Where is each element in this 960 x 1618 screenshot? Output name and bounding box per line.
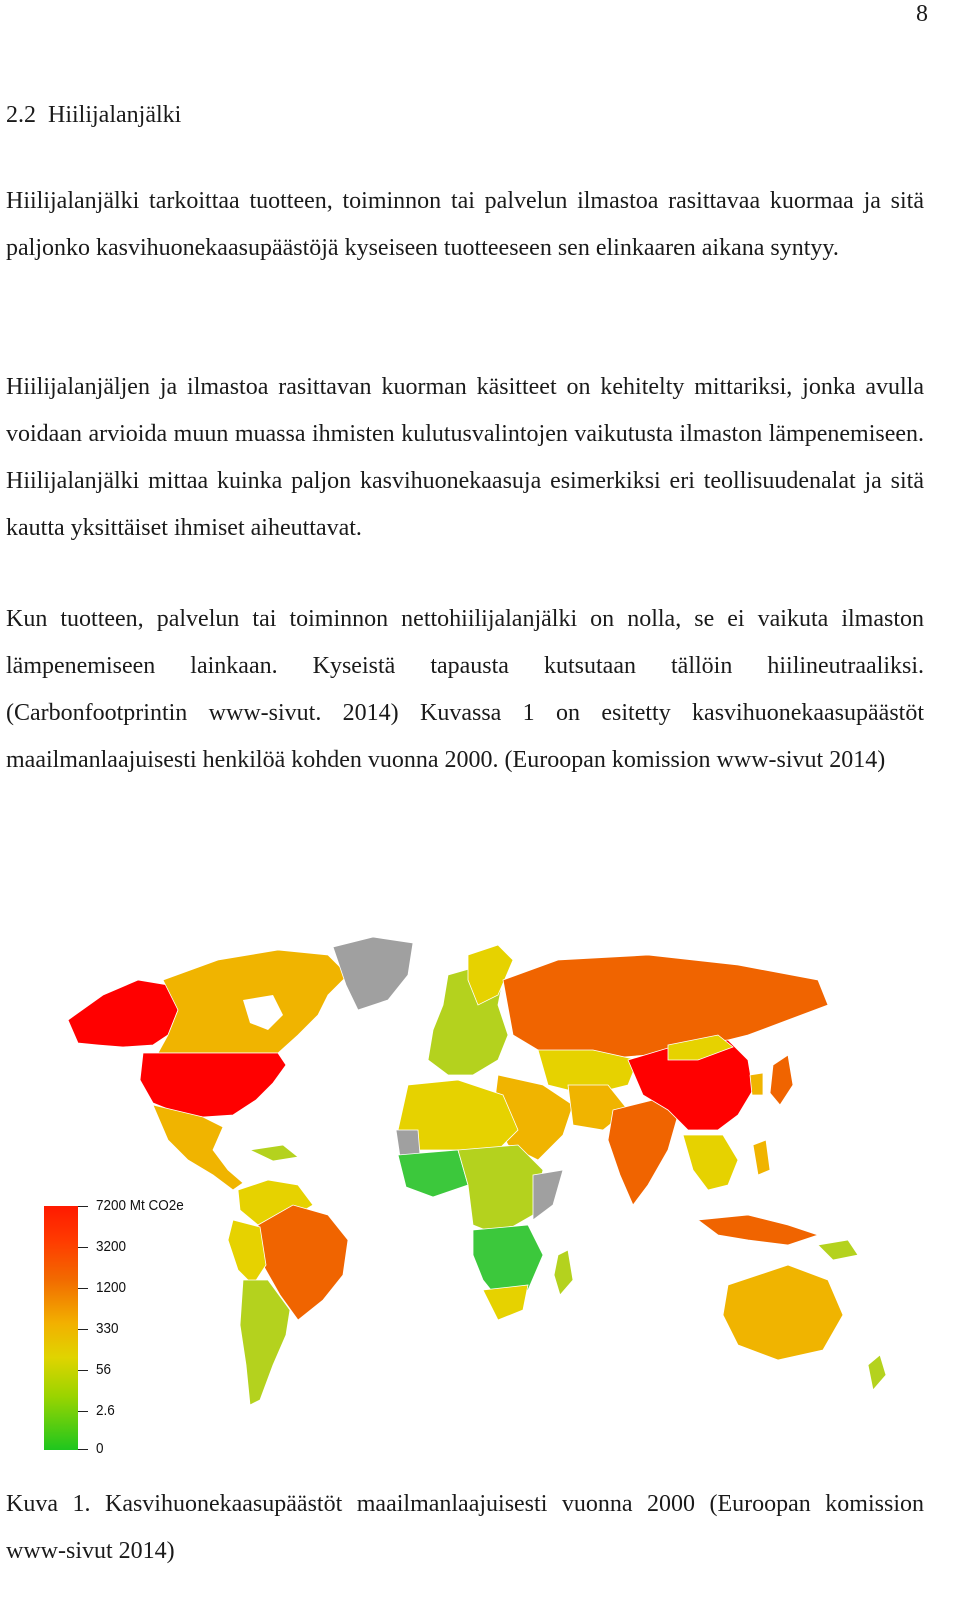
figure-caption: Kuva 1. Kasvihuonekaasupäästöt maailmanlaajuisesti vuonna 2000 (Euroopan komission www-sivut 2014): [6, 1491, 924, 1564]
region-west-africa: [398, 1150, 468, 1197]
section-title: Hiilijalanjälki: [48, 102, 182, 128]
paragraph-measurement: Hiilijalanjäljen ja ilmastoa rasittavan kuorman käsitteet on kehitelty mittariksi, jonka avulla voidaan arvioida muun muassa ihmisten kulutusvalintojen vaikutusta ilmaston lämpenemiseen. Hiilijalanjälki mittaa kuinka paljon kasvihuonekaasuja esimerkiksi eri teollisuudenalat ja sitä kautta yksittäiset ihmiset aiheuttavat.: [6, 374, 924, 541]
region-caribbean: [250, 1145, 298, 1161]
region-western-sahara: [396, 1130, 420, 1157]
region-south-africa: [483, 1285, 528, 1320]
region-mexico: [153, 1105, 243, 1190]
section-number: 2.2: [6, 102, 36, 128]
region-japan: [770, 1055, 793, 1105]
region-korea: [750, 1073, 763, 1095]
region-india: [608, 1100, 678, 1205]
legend-tick: [78, 1206, 88, 1207]
legend-tick: [78, 1370, 88, 1371]
legend-label: 2.6: [96, 1402, 115, 1419]
region-peru: [228, 1220, 266, 1285]
region-russia: [503, 955, 828, 1060]
legend-label: 1200: [96, 1279, 127, 1296]
legend-tick: [78, 1449, 88, 1450]
region-new-zealand: [868, 1355, 886, 1390]
region-southeast-asia: [683, 1135, 738, 1190]
legend-tick: [78, 1247, 88, 1248]
emissions-legend: [44, 1198, 214, 1463]
legend-label-min: 0: [96, 1440, 104, 1457]
legend-tick: [78, 1411, 88, 1412]
section-heading: [6, 100, 181, 130]
region-indonesia: [698, 1215, 818, 1245]
region-png: [818, 1240, 858, 1260]
region-philippines: [753, 1140, 770, 1175]
legend-label: 3200: [96, 1238, 127, 1255]
paragraph-definition: Hiilijalanjälki tarkoittaa tuotteen, toiminnon tai palvelun ilmastoa rasittavaa kuormaa ja sitä paljonko kasvihuonekaasupäästöjä kyseiseen tuotteeseen sen elinkaaren aikana syntyy.: [6, 188, 924, 261]
legend-label: 330: [96, 1320, 119, 1337]
region-australia: [723, 1265, 843, 1360]
region-central-africa: [458, 1145, 543, 1235]
legend-label-max: 7200 Mt CO2e: [96, 1197, 184, 1214]
legend-tick: [78, 1329, 88, 1330]
region-greenland: [333, 937, 413, 1010]
region-alaska: [68, 980, 178, 1047]
page-number: 8: [916, 1, 928, 27]
legend-label: 56: [96, 1361, 112, 1378]
paragraph-carbon-neutral: Kun tuotteen, palvelun tai toiminnon nettohiilijalanjälki on nolla, se ei vaikuta ilmaston lämpenemiseen lainkaan. Kyseistä tapausta kutsutaan tällöin hiilineutraaliksi. (Carbonfootprintin www-sivut. 2014) Kuvassa 1 on esitetty kasvihuonekaasupäästöt maailmanlaajuisesti henkilöä kohden vuonna 2000. (Euroopan komission www-sivut 2014): [6, 606, 924, 773]
legend-color-scale: [44, 1206, 78, 1450]
region-horn-of-africa: [533, 1170, 563, 1220]
region-madagascar: [554, 1250, 573, 1295]
legend-tick: [78, 1288, 88, 1289]
